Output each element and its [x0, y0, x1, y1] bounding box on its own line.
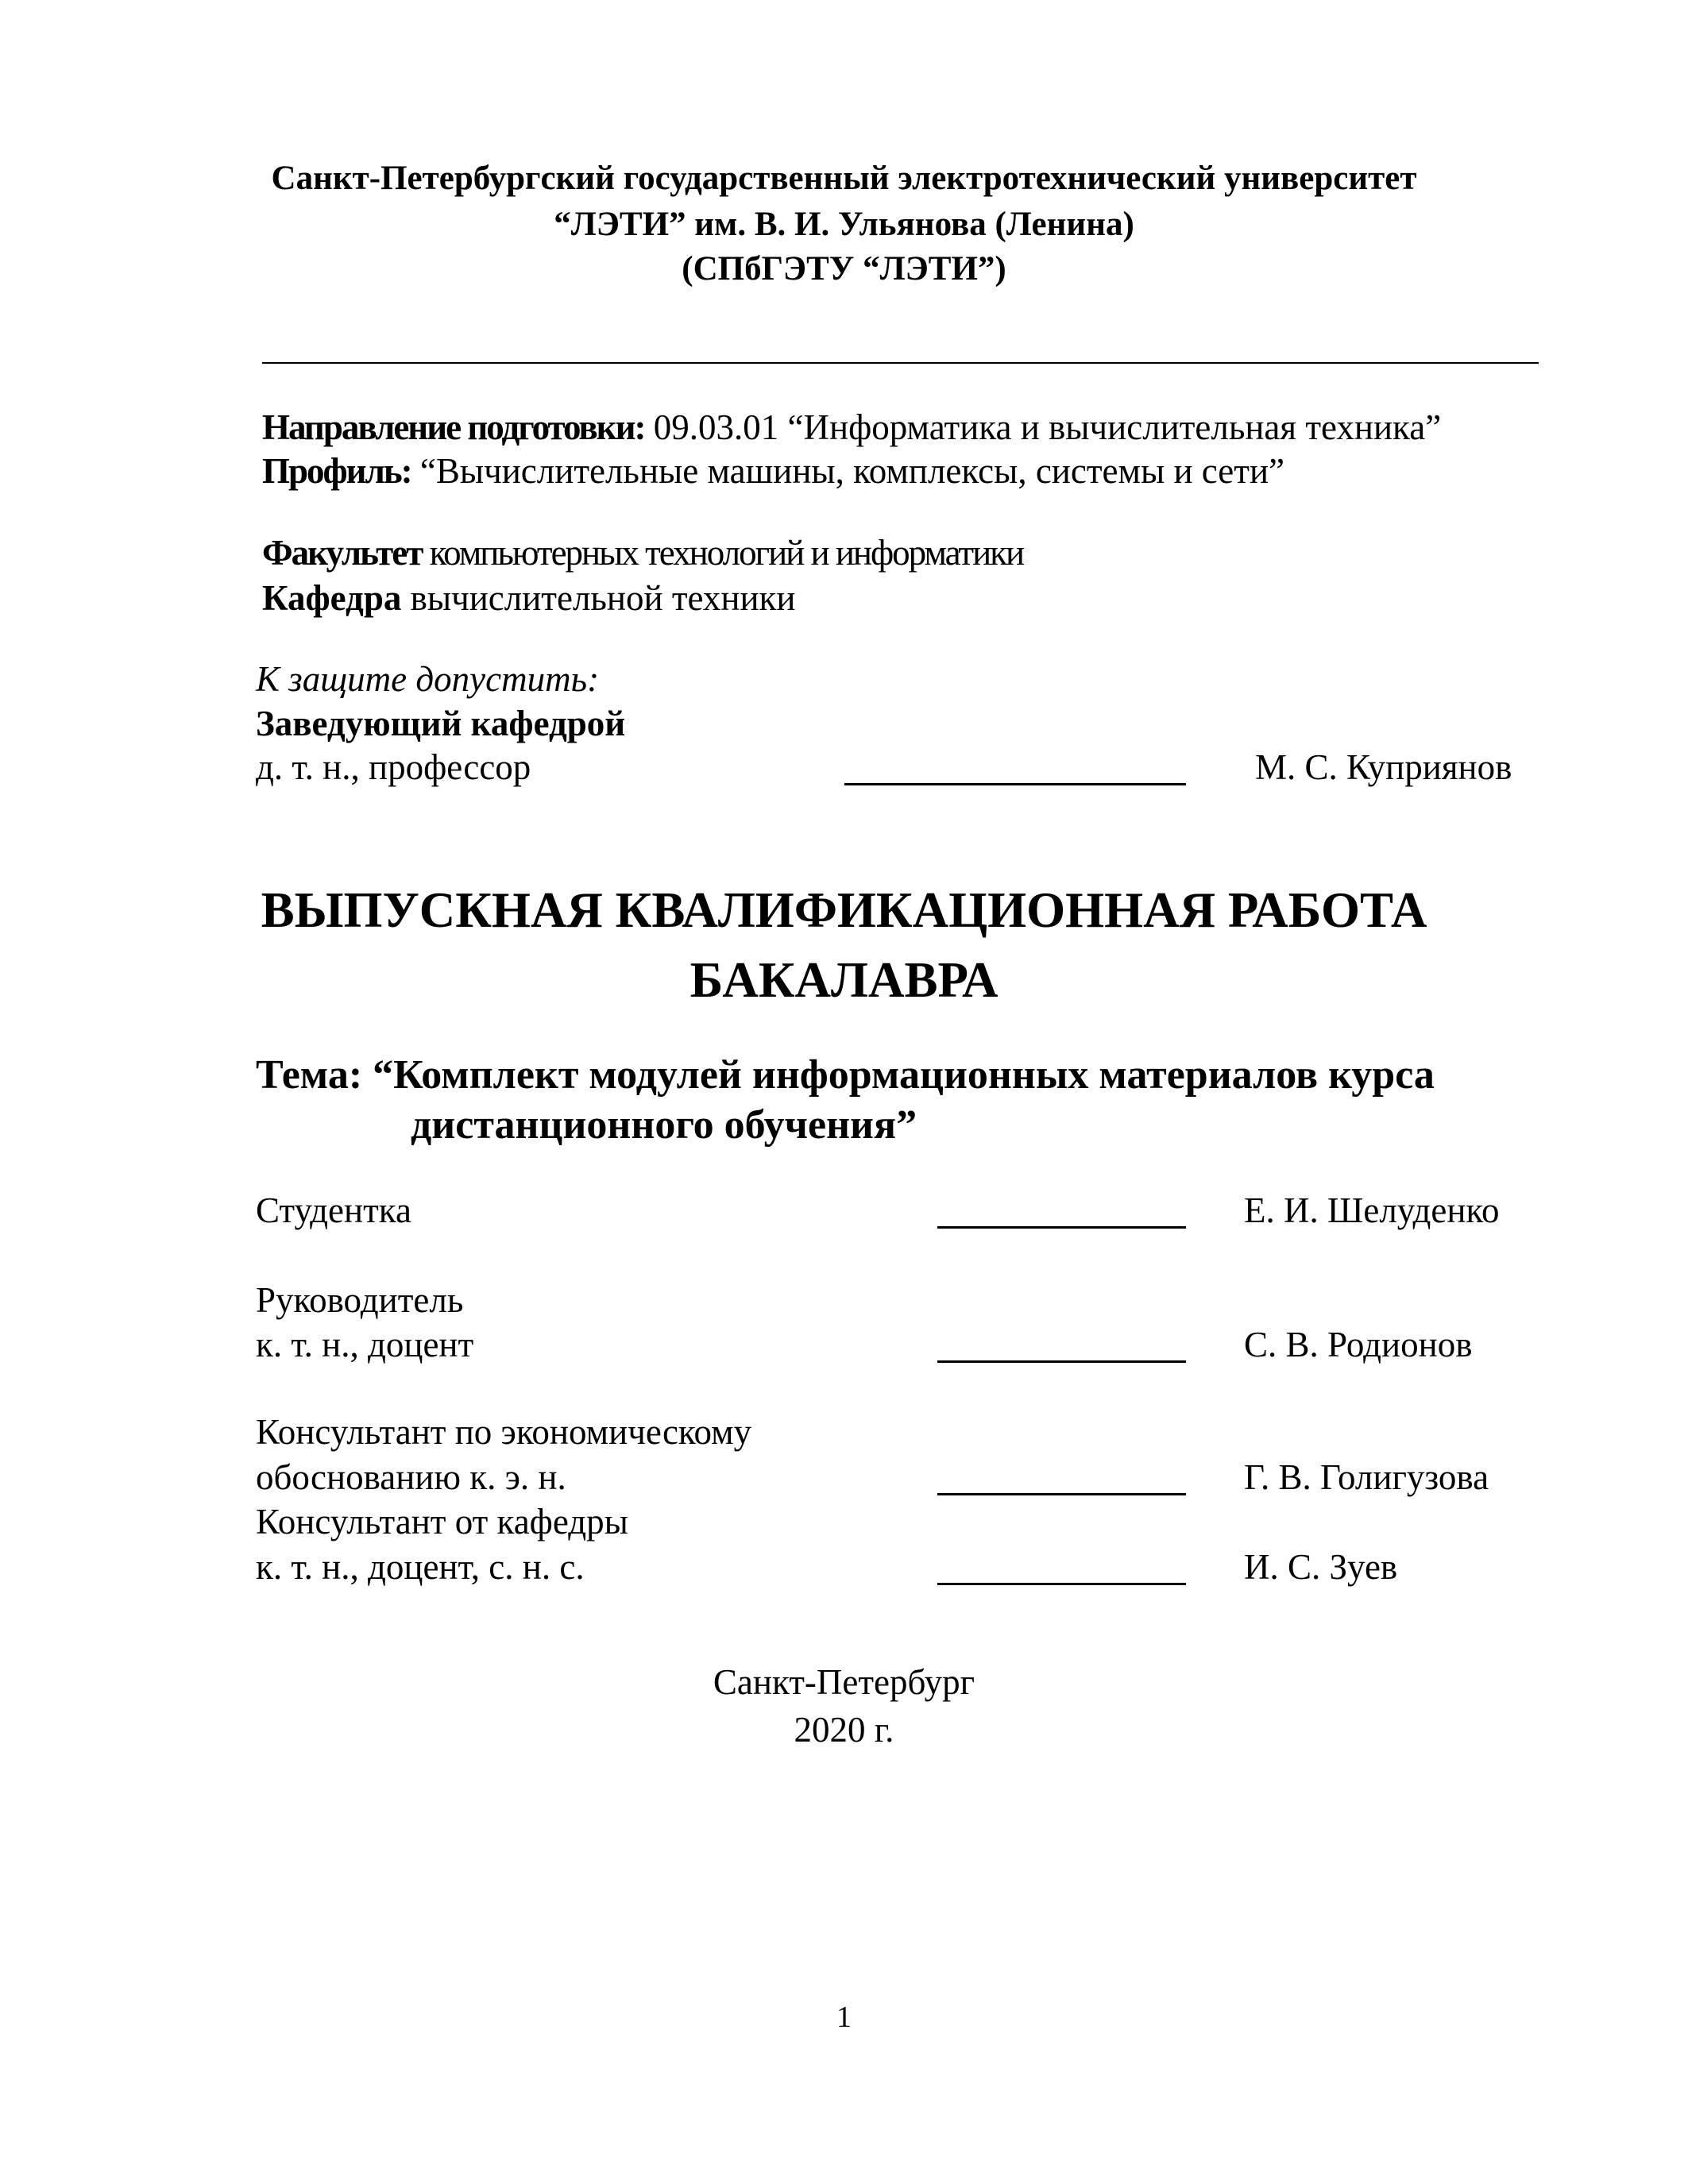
university-name-line1: Санкт-Петербургский государственный электротехнический университет: [271, 160, 1417, 197]
admit-to-defense: К защите допустить:: [256, 659, 600, 699]
student-name: Е. И. Шелуденко: [1244, 1190, 1500, 1230]
direction-label: Направление подготовки:: [262, 407, 645, 447]
department-label: Кафедра: [262, 578, 402, 618]
supervisor-role: Руководитель: [256, 1280, 464, 1320]
direction-row: [262, 405, 1441, 450]
faculty-row: [262, 531, 1023, 575]
student-signature-line: [937, 1226, 1186, 1229]
department-value: вычислительной техники: [401, 578, 796, 618]
header-divider: [262, 362, 1539, 364]
supervisor-signature-line: [937, 1360, 1186, 1363]
profile-value: “Вычислительные машины, комплексы, системы и сети”: [411, 451, 1285, 491]
department-row: [262, 576, 796, 620]
supervisor-name: С. В. Родионов: [1244, 1325, 1473, 1364]
econ-consultant-signature-line: [937, 1493, 1186, 1495]
faculty-value: компьютерных технологий и информатики: [422, 533, 1024, 573]
work-title-line2: БАКАЛАВРА: [689, 952, 999, 1008]
theme-line1: Тема: “Комплект модулей информационных материалов курса: [256, 1052, 1435, 1098]
supervisor-degree: к. т. н., доцент: [256, 1325, 474, 1364]
econ-consultant-role-line1: Консультант по экономическому: [256, 1412, 752, 1452]
theme-line2: дистанционного обучения”: [411, 1102, 917, 1148]
university-abbreviation: (СПбГЭТУ “ЛЭТИ”): [682, 250, 1006, 287]
faculty-label: Факультет: [262, 533, 423, 573]
profile-row: [262, 449, 1284, 493]
page-number: 1: [836, 2001, 852, 2034]
work-title-line1: ВЫПУСКНАЯ КВАЛИФИКАЦИОННАЯ РАБОТА: [261, 882, 1427, 938]
head-of-department-title: Заведующий кафедрой: [256, 704, 626, 743]
university-name-line2: “ЛЭТИ” им. В. И. Ульянова (Ленина): [554, 206, 1134, 243]
profile-label: Профиль:: [262, 451, 411, 491]
econ-consultant-name: Г. В. Голигузова: [1244, 1457, 1489, 1497]
head-of-department-degree: д. т. н., профессор: [256, 747, 531, 787]
direction-value: 09.03.01 “Информатика и вычислительная техника”: [644, 407, 1442, 447]
dept-consultant-role-line1: Консультант от кафедры: [256, 1502, 628, 1542]
year: 2020 г.: [794, 1710, 894, 1750]
dept-consultant-name: И. С. Зуев: [1244, 1547, 1398, 1587]
dept-consultant-role-line2: к. т. н., доцент, с. н. с.: [256, 1547, 585, 1587]
head-signature-line: [844, 783, 1186, 785]
econ-consultant-role-line2: обоснованию к. э. н.: [256, 1457, 566, 1497]
dept-consultant-signature-line: [937, 1583, 1186, 1585]
student-role: Студентка: [256, 1190, 411, 1230]
head-of-department-name: М. С. Куприянов: [1255, 747, 1512, 787]
city: Санкт-Петербург: [713, 1662, 975, 1702]
